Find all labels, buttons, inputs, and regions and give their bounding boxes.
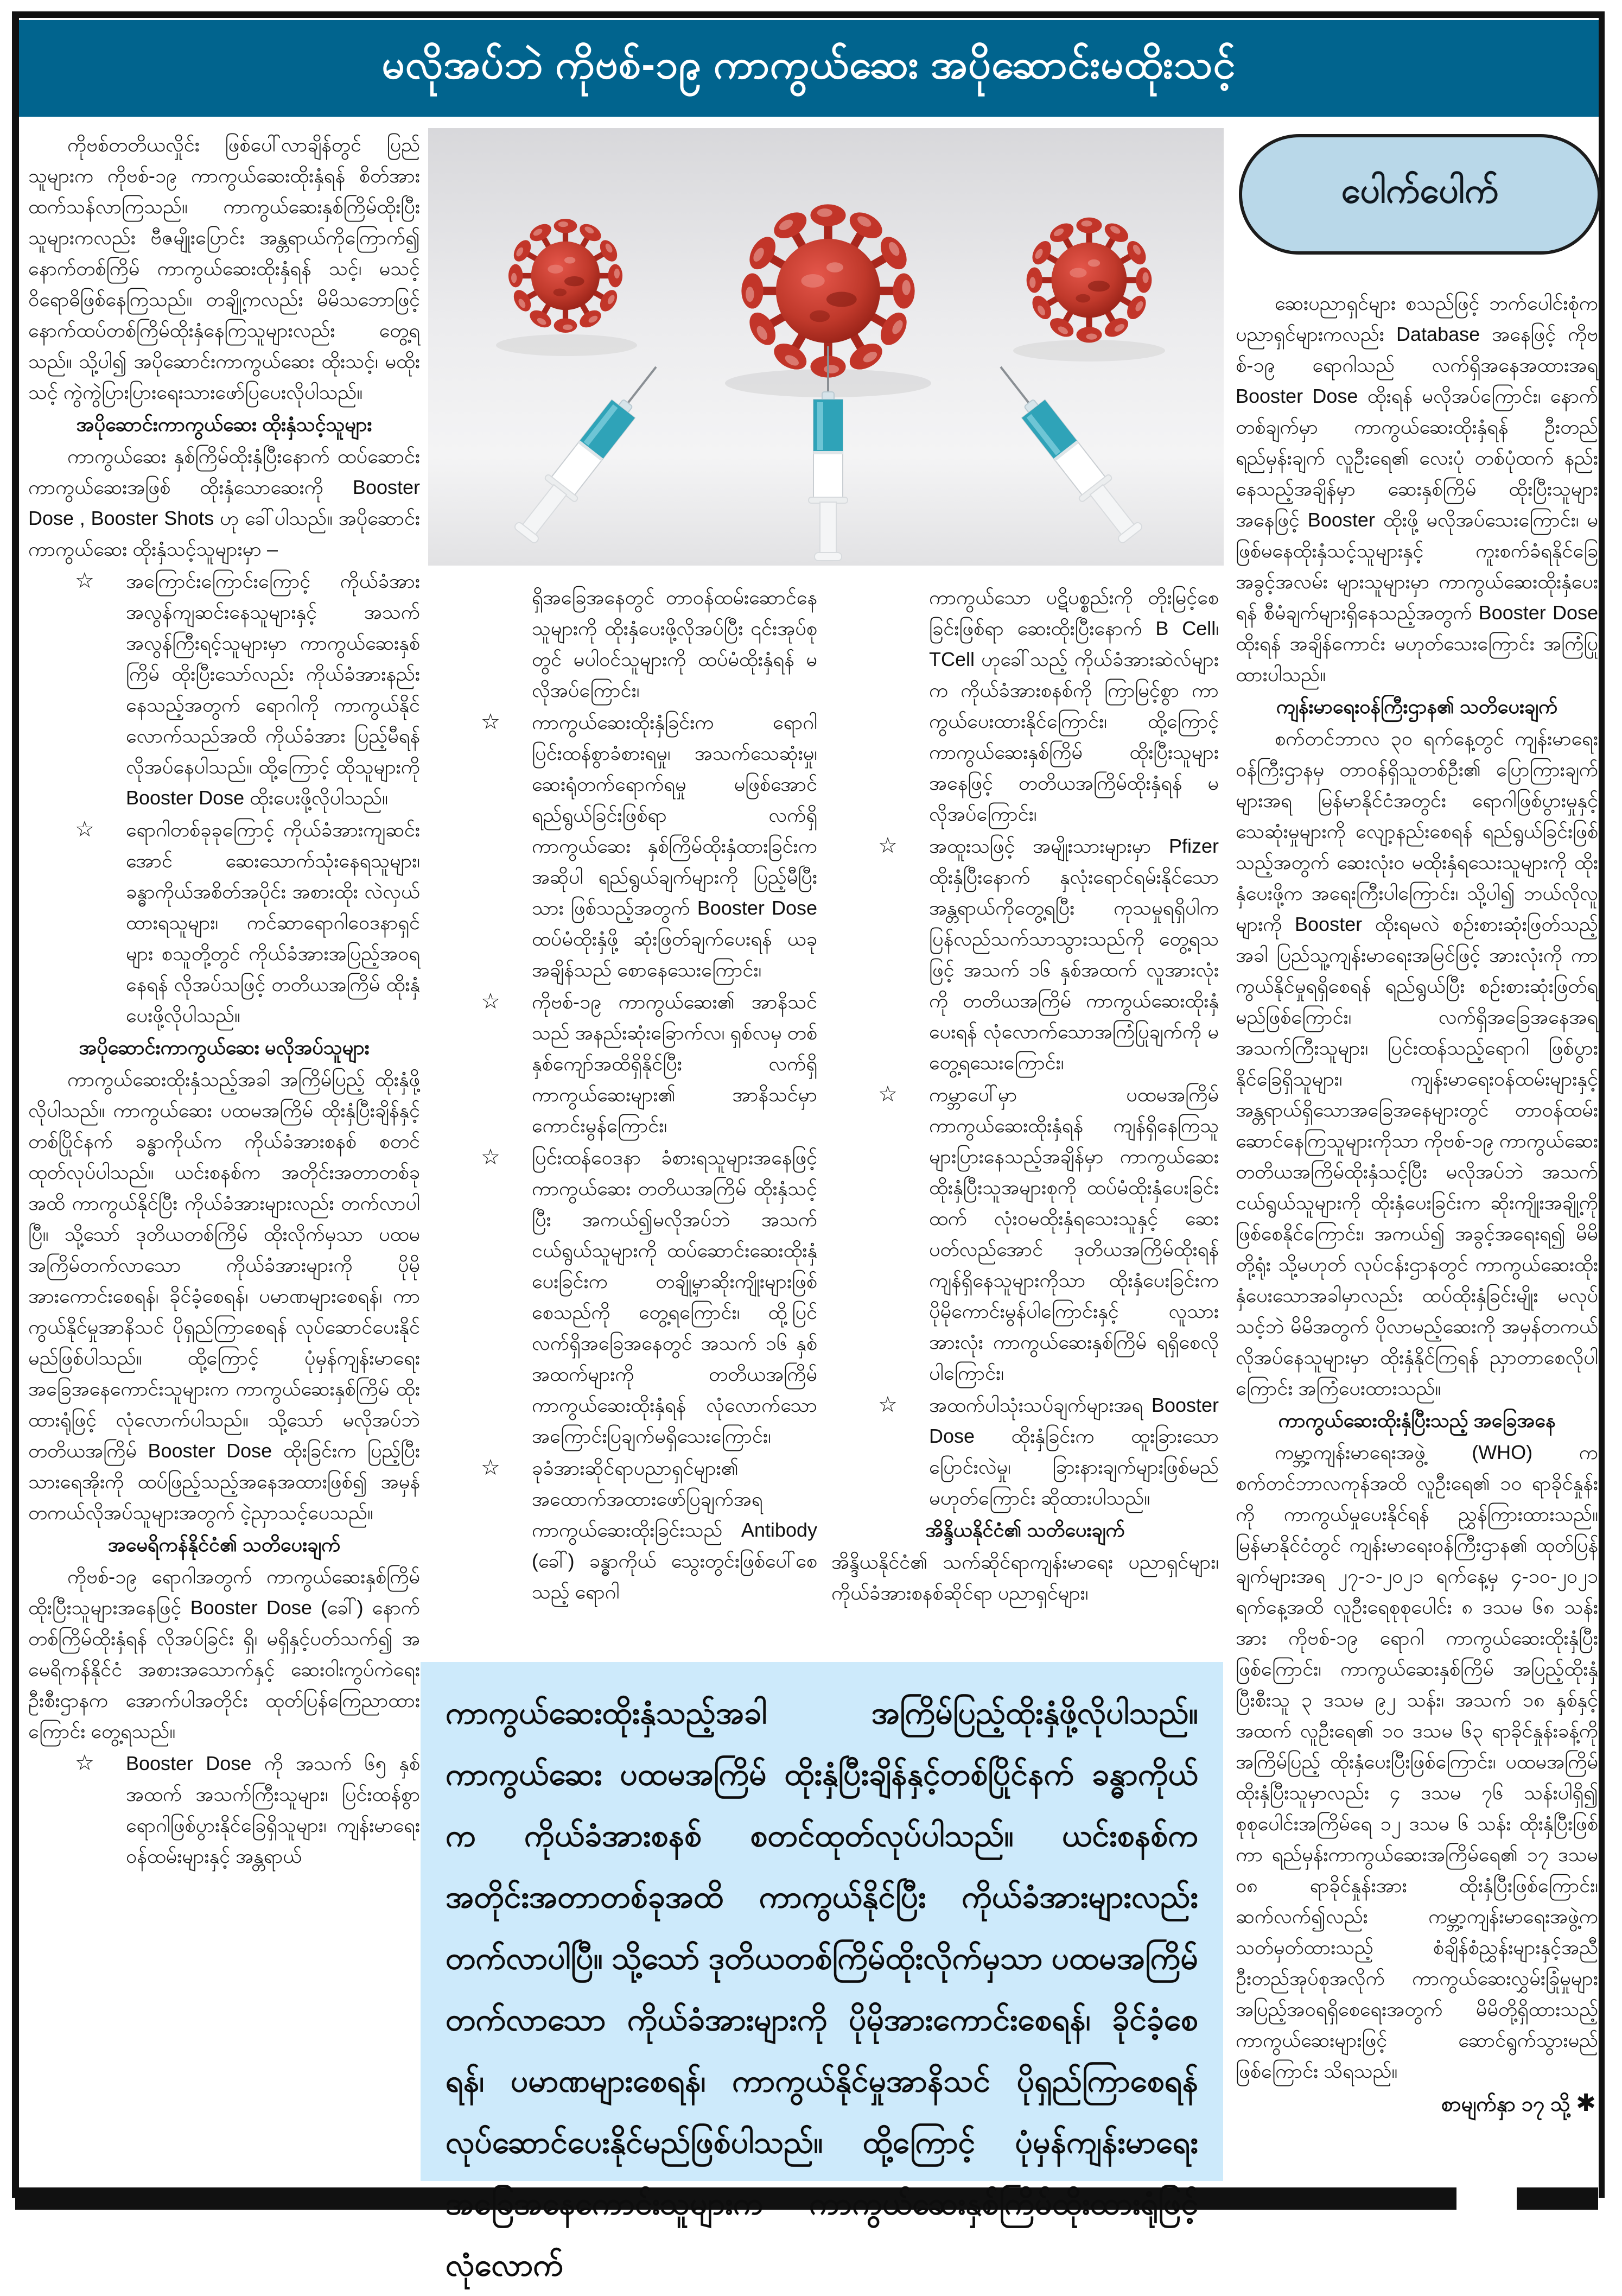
star-bullet-icon: ☆ bbox=[481, 1145, 500, 1169]
paragraph: အိန္ဒိယနိုင်ငံ၏ သက်ဆိုင်ရာကျန်းမာရေး ပညာရှင်များ၊ ကိုယ်ခံအားစနစ်ဆိုင်ရာ ပညာရှင်များ၊ bbox=[831, 1551, 1219, 1604]
page-left-border bbox=[12, 11, 19, 2198]
section-heading: ကာကွယ်ဆေးထိုးနှံပြီးသည့် အခြေအနေ bbox=[1278, 1409, 1556, 1431]
bullet-text: အထက်ပါသုံးသပ်ချက်များအရ Booster Dose ထိုးနှံခြင်းက ထူးခြားသောပြောင်းလဲမှု၊ ခြားနားချက်များဖြစ်မည် မဟုတ်ကြောင်း ဆိုထားပါသည်။ bbox=[929, 1394, 1219, 1509]
bullet-item bbox=[831, 1390, 1219, 1513]
star-bullet-icon: ☆ bbox=[481, 990, 500, 1013]
bullet-text: အကြောင်းကြောင်းကြောင့် ကိုယ်ခံအား အလွန်ကျဆင်းနေသူများနှင့် အသက်အလွန်ကြီးရင့်သူများမှာ ကာကွယ်ဆေးနှစ်ကြိမ် ထိုးပြီးသော်လည်း ကိုယ်ခံအားနည်းနေသည့်အတွက် ရောဂါကို ကာကွယ်နိုင်လောက်သည်အထိ ကိုယ်ခံအား ပြည့်မီရန် လိုအပ်နေပါသည်။ ထို့ကြောင့် ထိုသူများကို Booster Dose ထိုးပေးဖို့လိုပါသည်။ bbox=[126, 570, 420, 809]
section-heading: အမေရိကန်နိုင်ငံ၏ သတိပေးချက် bbox=[107, 1533, 341, 1556]
bullet-item bbox=[28, 1748, 420, 1872]
photo-illustration bbox=[428, 128, 1224, 566]
star-bullet-icon: ☆ bbox=[481, 710, 500, 734]
bullet-text: ကိုဗစ်-၁၉ ကာကွယ်ဆေး၏ အာနိသင်သည် အနည်းဆုံးခြောက်လ၊ ရှစ်လမှ တစ်နှစ်ကျော်အထိရှိနိုင်ပြီး လက်ရှိ ကာကွယ်ဆေးများ၏ အာနိသင်မှာ ကောင်းမွန်ကြောင်း၊ bbox=[532, 991, 817, 1137]
bullet-item bbox=[28, 566, 420, 813]
bullet-text: အထူးသဖြင့် အမျိုးသားများမှာ Pfizer ထိုးနှံပြီးနောက် နှလုံးရောင်ရမ်းနိုင်သော အန္တရာယ်ကိုတွေ့ရပြီး ကုသမှုရရှိပါက ပြန်လည်သက်သာသွားသည်ကို တွေ့ရသဖြင့် အသက် ၁၆ နှစ်အထက် လူအားလုံးကို တတိယအကြိမ် ကာကွယ်ဆေးထိုးနှံပေးရန် လုံလောက်သောအကြံပြုချက်ကို မတွေ့ရသေးကြောင်း၊ bbox=[929, 835, 1219, 1074]
column-1 bbox=[28, 129, 420, 2185]
bullet-text: ပြင်းထန်ဝေဒနာ ခံစားရသူများအနေဖြင့် ကာကွယ်ဆေး တတိယအကြိမ် ထိုးနှံသင့်ပြီး အကယ်၍မလိုအပ်ဘဲ အသက်ငယ်ရွယ်သူများကို ထပ်ဆောင်းဆေးထိုးနှံပေးခြင်းက တချို့မှာဆိုးကျိုးများဖြစ်စေသည်ကို တွေ့ရကြောင်း၊ ထို့ပြင် လက်ရှိအခြေအနေတွင် အသက် ၁၆ နှစ်အထက်များကို တတိယအကြိမ် ကာကွယ်ဆေးထိုးနှံရန် လုံလောက်သောအကြောင်းပြချက်မရှိသေးကြောင်း၊ bbox=[532, 1146, 817, 1447]
star-bullet-icon: ☆ bbox=[878, 1082, 898, 1106]
page-bottom-bar-segment bbox=[1517, 2187, 1598, 2210]
bullet-text: ရောဂါတစ်ခုခုကြောင့် ကိုယ်ခံအားကျဆင်းအောင် ဆေးသောက်သုံးနေရသူများ၊ ခန္ဓာကိုယ်အစိတ်အပိုင်း အစားထိုး လဲလှယ်ထားရသူများ၊ ကင်ဆာရောဂါဝေဒနာရှင်များ စသူတို့တွင် ကိုယ်ခံအားအပြည့်အဝရနေရန် လိုအပ်သဖြင့် တတိယအကြိမ် ထိုးနှံပေးဖို့လိုပါသည်။ bbox=[126, 819, 420, 1026]
paragraph: စက်တင်ဘာလ ၃၀ ရက်နေ့တွင် ကျန်းမာရေးဝန်ကြီးဌာနမှ တာဝန်ရှိသူတစ်ဦး၏ ပြောကြားချက်များအရ မြန်မာနိုင်ငံအတွင်း ရောဂါဖြစ်ပွားမှုနှင့် သေဆုံးမှုများကို လျော့နည်းစေရန် ရည်ရွယ်ခြင်းဖြစ်သည့်အတွက် ဆေးလုံးဝ မထိုးနှံရသေးသူများကို ထိုးနှံပေးဖို့က အရေးကြီးပါကြောင်း၊ သို့ပါ၍ ဘယ်လိုလူများကို Booster ထိုးရမလဲ စဉ်းစားဆုံးဖြတ်သည့်အခါ ပြည်သူ့ကျန်းမာရေးအမြင်ဖြင့် အားလုံးကို ကာကွယ်နိုင်မှုရရှိစေရန် ရည်ရွယ်ပြီး စဉ်းစားဆုံးဖြတ်ရမည်ဖြစ်ကြောင်း၊ လက်ရှိအခြေအနေအရ အသက်ကြီးသူများ၊ ပြင်းထန်သည့်ရောဂါ ဖြစ်ပွားနိုင်ခြေရှိသူများ၊ ကျန်းမာရေးဝန်ထမ်းများနှင့် အန္တရာယ်ရှိသောအခြေအနေများတွင် တာဝန်ထမ်းဆောင်နေကြသူများကိုသာ ကိုဗစ်-၁၉ ကာကွယ်ဆေး တတိယအကြိမ်ထိုးနှံသင့်ပြီး မလိုအပ်ဘဲ အသက်ငယ်ရွယ်သူများကို ထိုးနှံပေးခြင်းက ဆိုးကျိုးအချို့ကို ဖြစ်စေနိုင်ကြောင်း၊ အကယ်၍ အခွင့်အရေးရ၍ မိမိတို့ရုံး သို့မဟုတ် လုပ်ငန်းဌာနတွင် ကာကွယ်ဆေးထိုးနှံပေးသောအခါမှာလည်း ထပ်ထိုးနှံခြင်းမျိုး မလုပ်သင့်ဘဲ မိမိအတွက် ပိုလာမည့်ဆေးကို အမှန်တကယ် လိုအပ်နေသူများမှာ ထိုးနှံနိုင်ကြရန် ညှာတာစေလိုပါကြောင်း အကြံပေးထားသည်။ bbox=[1236, 727, 1598, 1399]
highlight-text: ကာကွယ်ဆေးထိုးနှံသည့်အခါ အကြိမ်ပြည့်ထိုးနှံဖို့လိုပါသည်။ ကာကွယ်ဆေး ပထမအကြိမ် ထိုးနှံပြီးချိန်နှင့်တစ်ပြိုင်နက် ခန္ဓာကိုယ်က ကိုယ်ခံအားစနစ် စတင်ထုတ်လုပ်ပါသည်။ ယင်းစနစ်က အတိုင်းအတာတစ်ခုအထိ ကာကွယ်နိုင်ပြီး ကိုယ်ခံအားများလည်း တက်လာပါပြီ။ သို့သော် ဒုတိယတစ်ကြိမ်ထိုးလိုက်မှသာ ပထမအကြိမ်တက်လာသော ကိုယ်ခံအားများကို ပိုမိုအားကောင်းစေရန်၊ ခိုင်ခံ့စေရန်၊ ပမာဏများစေရန်၊ ကာကွယ်နိုင်မှုအာနိသင် ပိုရှည်ကြာစေရန် လုပ်ဆောင်ပေးနိုင်မည်ဖြစ်ပါသည်။ ထို့ကြောင့် ပုံမှန်ကျန်းမာရေးအခြေအနေကောင်းသူများက ကာကွယ်ဆေးနှစ်ကြိမ်ထိုးထားရုံဖြင့် လုံလောက် bbox=[446, 1696, 1198, 2282]
section-heading: ကျန်းမာရေးဝန်ကြီးဌာန၏ သတိပေးချက် bbox=[1276, 695, 1558, 718]
paragraph: ကိုဗစ်တတိယလှိုင်း ဖြစ်ပေါ်လာချိန်တွင် ပြည်သူများက ကိုဗစ်-၁၉ ကာကွယ်ဆေးထိုးနှံရန် စိတ်အားထက်သန်လာကြသည်။ ကာကွယ်ဆေးနှစ်ကြိမ်ထိုးပြီးသူများကလည်း ဗီဇမျိုးပြောင်း အန္တရာယ်ကိုကြောက်၍ နောက်တစ်ကြိမ် ကာကွယ်ဆေးထိုးနှံရန် သင့်၊ မသင့် ဝိရောဓိဖြစ်နေကြသည်။ တချို့ကလည်း မိမိသဘောဖြင့် နောက်ထပ်တစ်ကြိမ်ထိုးနှံနေကြသူများလည်း တွေ့ရသည်။ သို့ပါ၍ အပိုဆောင်းကာကွယ်ဆေး ထိုးသင့်၊ မထိုးသင့် ကွဲကွဲပြားပြားရေးသားဖော်ပြပေးလိုပါသည်။ bbox=[28, 134, 420, 403]
section-heading: အိန္ဒိယနိုင်ငံ၏ သတိပေးချက် bbox=[925, 1519, 1125, 1541]
paragraph: ကာကွယ်ဆေးထိုးနှံသည့်အခါ အကြိမ်ပြည့် ထိုးနှံဖို့လိုပါသည်။ ကာကွယ်ဆေး ပထမအကြိမ် ထိုးနှံပြီးချိန်နှင့်တစ်ပြိုင်နက် ခန္ဓာကိုယ်က ကိုယ်ခံအားစနစ် စတင်ထုတ်လုပ်ပါသည်။ ယင်းစနစ်က အတိုင်းအတာတစ်ခုအထိ ကာကွယ်နိုင်ပြီး ကိုယ်ခံအားများလည်း တက်လာပါပြီ။ သို့သော် ဒုတိယတစ်ကြိမ် ထိုးလိုက်မှသာ ပထမအကြိမ်တက်လာသော ကိုယ်ခံအားများကို ပိုမိုအားကောင်းစေရန်၊ ခိုင်ခံ့စေရန်၊ ပမာဏများစေရန်၊ ကာကွယ်နိုင်မှုအာနိသင် ပိုရှည်ကြာစေရန် လုပ်ဆောင်ပေးနိုင်မည်ဖြစ်ပါသည်။ ထို့ကြောင့် ပုံမှန်ကျန်းမာရေးအခြေအနေကောင်းသူများက ကာကွယ်ဆေးနှစ်ကြိမ် ထိုးထားရုံဖြင့် လုံလောက်ပါသည်။ သို့သော် မလိုအပ်ဘဲ တတိယအကြိမ် Booster Dose ထိုးခြင်းက ပြည့်ပြီးသားရေအိုးကို ထပ်ဖြည့်သည့်အနေအထားဖြစ်၍ အမှန်တကယ်လိုအပ်သူများအတွက် ငဲ့ညှာသင့်ပေသည်။ bbox=[28, 1068, 420, 1524]
column-4 bbox=[1236, 288, 1598, 2182]
page-top-border bbox=[15, 11, 1602, 18]
bullet-item bbox=[434, 707, 817, 985]
tagline-box bbox=[1239, 134, 1601, 255]
continuation-note-text: စာမျက်နှာ ၁၇ သို့ bbox=[1441, 2093, 1570, 2116]
paragraph-continuation: ကာကွယ်သော ပဋိပစ္စည်းကို တိုးမြင့်စေခြင်းဖြစ်ရာ ဆေးထိုးပြီးနောက် B Cell၊ TCell ဟုခေါ်သည့် ကိုယ်ခံအားဆဲလ်များက ကိုယ်ခံအားစနစ်ကို ကြာမြင့်စွာ ကာကွယ်ပေးထားနိုင်ကြောင်း၊ ထို့ကြောင့် ကာကွယ်ဆေးနှစ်ကြိမ် ထိုးပြီးသူများအနေဖြင့် တတိယအကြိမ်ထိုးနှံရန် မလိုအပ်ကြောင်း၊ bbox=[929, 586, 1219, 825]
star-bullet-icon: ☆ bbox=[75, 1751, 94, 1775]
column-3 bbox=[831, 582, 1219, 1659]
star-bullet-icon: ☆ bbox=[878, 834, 898, 858]
title-banner bbox=[19, 20, 1599, 117]
bullet-item bbox=[28, 814, 420, 1031]
paragraph: ကိုဗစ်-၁၉ ရောဂါအတွက် ကာကွယ်ဆေးနှစ်ကြိမ်ထိုးပြီးသူများအနေဖြင့် Booster Dose (ခေါ်) နောက်တစ်ကြိမ်ထိုးနှံရန် လိုအပ်ခြင်း ရှိ၊ မရှိနှင့်ပတ်သက်၍ အမေရိကန်နိုင်ငံ အစားအသောက်နှင့် ဆေးဝါးကွပ်ကဲရေးဦးစီးဌာနက အောက်ပါအတိုင်း ထုတ်ပြန်ကြေညာထားကြောင်း တွေ့ရသည်။ bbox=[28, 1565, 420, 1742]
star-bullet-icon: ☆ bbox=[481, 1456, 500, 1480]
paragraph: ဆေးပညာရှင်များ စသည်ဖြင့် ဘက်ပေါင်းစုံက ပညာရှင်များကလည်း Database အနေဖြင့် ကိုဗစ်-၁၉ ရောဂါသည် လက်ရှိအနေအထားအရ Booster Dose ထိုးရန် မလိုအပ်ကြောင်း၊ နောက်တစ်ချက်မှာ ကာကွယ်ဆေးထိုးနှံရန် ဦးတည်ရည်မှန်းချက် လူဦးရေ၏ လေးပုံ တစ်ပုံထက် နည်းနေသည့်အချိန်မှာ ဆေးနှစ်ကြိမ် ထိုးပြီးသူများအနေဖြင့် Booster ထိုးဖို့ မလိုအပ်သေးကြောင်း၊ မဖြစ်မနေထိုးနှံသင့်သူများနှင့် ကူးစက်ခံရနိုင်ခြေအခွင့်အလမ်း များသူများမှာ ကာကွယ်ဆေးထိုးနှံပေးရန် စီမံချက်များရှိနေသည့်အတွက် Booster Dose ထိုးရန် အချိန်ကောင်း မဟုတ်သေးကြောင်း အကြံပြုထားပါသည်။ bbox=[1236, 292, 1598, 686]
page-right-border bbox=[1599, 11, 1605, 2198]
bullet-text: Booster Dose ကို အသက် ၆၅ နှစ်အထက် အသက်ကြီးသူများ၊ ပြင်းထန်စွာ ရောဂါဖြစ်ပွားနိုင်ခြေရှိသူများ၊ ကျန်းမာရေးဝန်ထမ်းများနှင့် အန္တရာယ် bbox=[126, 1752, 420, 1867]
tagline-text: ပေါက်ပေါက် bbox=[1341, 171, 1499, 210]
asterisk-icon: ✱ bbox=[1576, 2090, 1596, 2116]
paragraph: ကာကွယ်ဆေး နှစ်ကြိမ်ထိုးနှံပြီးနောက် ထပ်ဆောင်းကာကွယ်ဆေးအဖြစ် ထိုးနှံသောဆေးကို Booster Dose , Booster Shots ဟု ခေါ်ပါသည်။ အပိုဆောင်းကာကွယ်ဆေး ထိုးနှံသင့်သူများမှာ – bbox=[28, 445, 420, 560]
column-2 bbox=[434, 582, 817, 1659]
bullet-text: ခုခံအားဆိုင်ရာပညာရှင်များ၏ အထောက်အထားဖော်ပြချက်အရ ကာကွယ်ဆေးထိုးခြင်းသည် Antibody (ခေါ်) ခန္ဓာကိုယ် သွေးတွင်းဖြစ်ပေါ်စေသည့် ရောဂါ bbox=[532, 1457, 817, 1603]
star-bullet-icon: ☆ bbox=[878, 1393, 898, 1417]
highlight-box bbox=[421, 1662, 1223, 2282]
section-heading: အပိုဆောင်းကာကွယ်ဆေး ထိုးနှံသင့်သူများ bbox=[76, 413, 372, 435]
star-bullet-icon: ☆ bbox=[75, 817, 94, 841]
page-title: မလိုအပ်ဘဲ ကိုဗစ်-၁၉ ကာကွယ်ဆေး အပိုဆောင်းမထိုးသင့် bbox=[381, 41, 1236, 87]
bullet-item bbox=[434, 986, 817, 1141]
covid-viruses-and-syringes-photo bbox=[428, 128, 1224, 566]
paragraph: ကမ္ဘာ့ကျန်းမာရေးအဖွဲ့ (WHO) က စက်တင်ဘာလကုန်အထိ လူဦးရေ၏ ၁၀ ရာခိုင်နှုန်းကို ကာကွယ်မှုပေးနိုင်ရန် ညွှန်ကြားထားသည်။ မြန်မာနိုင်ငံတွင် ကျန်းမာရေးဝန်ကြီးဌာန၏ ထုတ်ပြန်ချက်များအရ ၂၇-၁-၂၀၂၁ ရက်နေ့မှ ၄-၁၀-၂၀၂၁ ရက်နေ့အထိ လူဦးရေစုစုပေါင်း ၈ ဒသမ ၆၈ သန်းအား ကိုဗစ်-၁၉ ရောဂါ ကာကွယ်ဆေးထိုးနှံပြီးဖြစ်ကြောင်း၊ ကာကွယ်ဆေးနှစ်ကြိမ် အပြည့်ထိုးနှံပြီးစီးသူ ၃ ဒသမ ၉၂ သန်း၊ အသက် ၁၈ နှစ်နှင့်အထက် လူဦးရေ၏ ၁၀ ဒသမ ၆၃ ရာခိုင်နှုန်းခန့်ကို အကြိမ်ပြည့် ထိုးနှံပေးပြီးဖြစ်ကြောင်း၊ ပထမအကြိမ် ထိုးနှံပြီးသူမှာလည်း ၄ ဒသမ ၇၆ သန်းပါရှိ၍ စုစုပေါင်းအကြိမ်ရေ ၁၂ ဒသမ ၆ သန်း ထိုးနှံပြီးဖြစ်ကာ ရည်မှန်းကာကွယ်ဆေးအကြိမ်ရေ၏ ၁၇ ဒသမ ၀၈ ရာခိုင်နှုန်းအား ထိုးနှံပြီးဖြစ်ကြောင်း၊ ဆက်လက်၍လည်း ကမ္ဘာ့ကျန်းမာရေးအဖွဲ့က သတ်မှတ်ထားသည့် စံချိန်စံညွှန်းများနှင့်အညီ ဦးတည်အုပ်စုအလိုက် ကာကွယ်ဆေးလွှမ်းခြုံမှုများ အပြည့်အဝရရှိစေရေးအတွက် မိမိတို့ရှိထားသည့် ကာကွယ်ဆေးများဖြင့် ဆောင်ရွက်သွားမည်ဖြစ်ကြောင်း သိရသည်။ bbox=[1236, 1441, 1598, 2082]
section-heading: အပိုဆောင်းကာကွယ်ဆေး မလိုအပ်သူများ bbox=[79, 1036, 370, 1058]
bullet-text: ကမ္ဘာပေါ်မှာ ပထမအကြိမ် ကာကွယ်ဆေးထိုးနှံရန် ကျန်ရှိနေကြသူ များပြားနေသည့်အချိန်မှာ ကာကွယ်ဆေးထိုးနှံပြီးသူအများစုကို ထပ်မံထိုးနှံပေးခြင်းထက် လုံးဝမထိုးနှံရသေးသူနှင့် ဆေးပတ်လည်အောင် ဒုတိယအကြိမ်ထိုးရန် ကျန်ရှိနေသူများကိုသာ ထိုးနှံပေးခြင်းက ပိုမိုကောင်းမွန်ပါကြောင်းနှင့် လူသားအားလုံး ကာကွယ်ဆေးနှစ်ကြိမ် ရရှိစေလိုပါကြောင်း၊ bbox=[929, 1083, 1219, 1384]
star-bullet-icon: ☆ bbox=[75, 569, 94, 593]
bullet-item bbox=[434, 1453, 817, 1607]
paragraph-continuation: ရှိအခြေအနေတွင် တာဝန်ထမ်းဆောင်နေသူများကို ထိုးနှံပေးဖို့လိုအပ်ပြီး ၎င်းအုပ်စုတွင် မပါဝင်သူများကို ထပ်မံထိုးနှံရန် မလိုအပ်ကြောင်း၊ bbox=[532, 586, 817, 701]
bullet-text: ကာကွယ်ဆေးထိုးနှံခြင်းက ရောဂါပြင်းထန်စွာခံစားရမှု၊ အသက်သေဆုံးမှု၊ ဆေးရုံတက်ရောက်ရမှု မဖြစ်အောင် ရည်ရွယ်ခြင်းဖြစ်ရာ လက်ရှိကာကွယ်ဆေး နှစ်ကြိမ်ထိုးနှံထားခြင်းက အဆိုပါ ရည်ရွယ်ချက်များကို ပြည့်မီပြီးသား ဖြစ်သည့်အတွက် Booster Dose ထပ်မံထိုးနှံဖို့ ဆုံးဖြတ်ချက်ပေးရန် ယခုအချိန်သည် စောနေသေးကြောင်း၊ bbox=[532, 711, 817, 981]
bullet-item bbox=[831, 1079, 1219, 1388]
bullet-item bbox=[434, 1142, 817, 1451]
continuation-note bbox=[1236, 2088, 1598, 2120]
bullet-item bbox=[831, 830, 1219, 1078]
